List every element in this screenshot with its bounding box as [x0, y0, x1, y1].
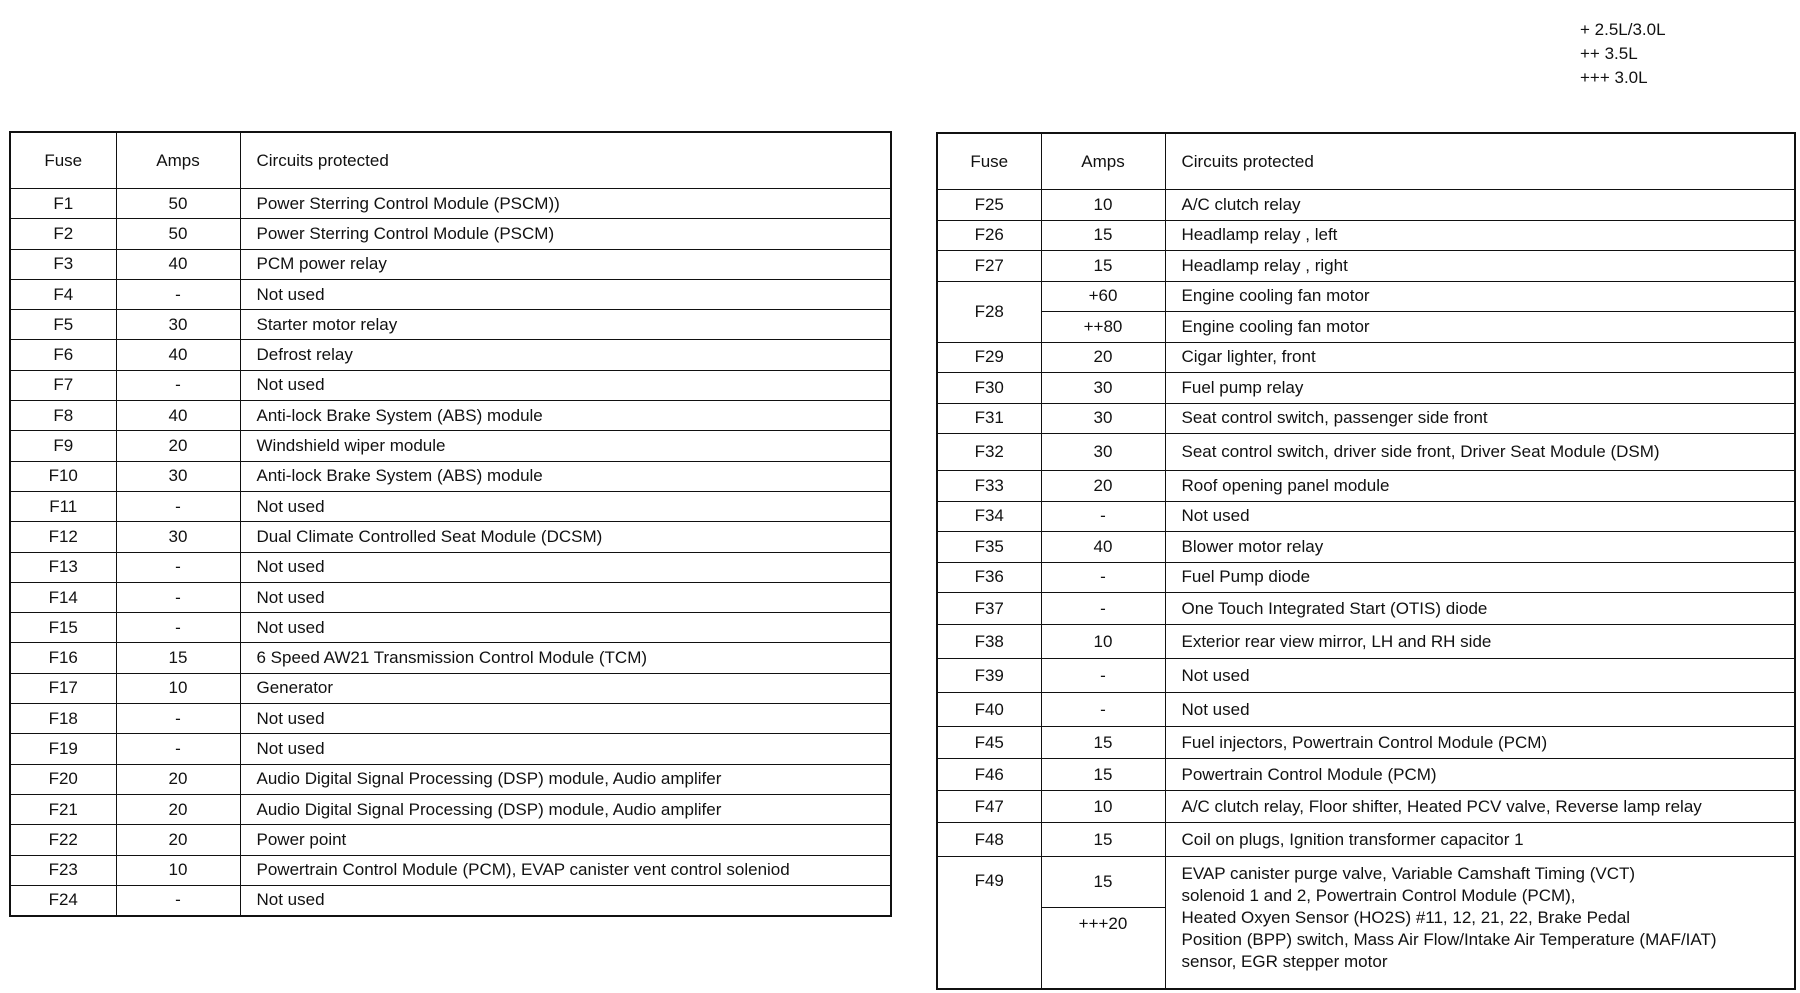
fuse-amps: 20: [116, 431, 240, 461]
legend-line: ++ 3.5L: [1580, 44, 1638, 63]
fuse-circuit: [1165, 857, 1795, 990]
header-circuits: Circuits protected: [240, 132, 891, 189]
fuse-circuit: Not used: [240, 885, 891, 916]
table-row: [937, 593, 1795, 625]
header-row: [937, 133, 1795, 190]
fuse-amps: 15: [1041, 251, 1165, 282]
fuse-circuit: Not used: [240, 279, 891, 309]
fuse-circuit: Fuel Pump diode: [1165, 562, 1795, 593]
fuse-id: F31: [937, 403, 1041, 434]
fuse-amps: +++20: [1041, 908, 1165, 990]
table-row: [937, 501, 1795, 532]
fuse-id: F9: [10, 431, 116, 461]
fuse-id: F36: [937, 562, 1041, 593]
fuse-amps: 40: [116, 249, 240, 279]
table-row: [10, 855, 891, 885]
circuit-line: Position (BPP) switch, Mass Air Flow/Intake Air Temperature (MAF/IAT): [1181, 930, 1717, 949]
table-row: [937, 471, 1795, 502]
fuse-id: F22: [10, 825, 116, 855]
fuse-circuit: Not used: [240, 582, 891, 612]
fuse-circuit: Power Sterring Control Module (PSCM)): [240, 189, 891, 219]
fuse-amps: -: [116, 491, 240, 521]
table-row: [10, 885, 891, 916]
fuse-amps: 30: [1041, 373, 1165, 404]
fuse-amps: 15: [1041, 220, 1165, 251]
fuse-circuit: PCM power relay: [240, 249, 891, 279]
header-amps: Amps: [116, 132, 240, 189]
table-row: [10, 279, 891, 309]
circuit-line: EVAP canister purge valve, Variable Camshaft Timing (VCT): [1181, 864, 1636, 883]
engine-legend: [1580, 18, 1666, 90]
fuse-id: F15: [10, 613, 116, 643]
fuse-amps: -: [1041, 693, 1165, 727]
header-amps: Amps: [1041, 133, 1165, 190]
table-row: [10, 431, 891, 461]
table-row: [10, 764, 891, 794]
fuse-id: F10: [10, 461, 116, 491]
fuse-id: F39: [937, 659, 1041, 693]
header-circuits: Circuits protected: [1165, 133, 1795, 190]
table-row: [10, 643, 891, 673]
fuse-circuit: Not used: [1165, 693, 1795, 727]
fuse-id: F12: [10, 522, 116, 552]
fuse-circuit: Cigar lighter, front: [1165, 342, 1795, 373]
circuit-line: Heated Oxyen Sensor (HO2S) #11, 12, 21, 22, Brake Pedal: [1181, 908, 1631, 927]
table-row: [10, 794, 891, 824]
fuse-id: F35: [937, 532, 1041, 563]
fuse-amps: -: [116, 734, 240, 764]
table-row: [10, 310, 891, 340]
fuse-amps: 20: [116, 825, 240, 855]
fuse-circuit: Fuel injectors, Powertrain Control Module (PCM): [1165, 727, 1795, 759]
table-row: [10, 825, 891, 855]
table-row: [10, 340, 891, 370]
fuse-amps: 10: [1041, 625, 1165, 659]
fuse-circuit: Not used: [1165, 659, 1795, 693]
fuse-amps: -: [116, 885, 240, 916]
table-row: [937, 373, 1795, 404]
table-row: [937, 693, 1795, 727]
fuse-amps: -: [1041, 659, 1165, 693]
circuit-line: solenoid 1 and 2, Powertrain Control Module (PCM),: [1181, 886, 1576, 905]
table-row: [10, 461, 891, 491]
fuse-circuit: Power Sterring Control Module (PSCM): [240, 219, 891, 249]
fuse-circuit: Anti-lock Brake System (ABS) module: [240, 461, 891, 491]
table-row: [937, 791, 1795, 823]
fuse-id: F48: [937, 823, 1041, 857]
fuse-circuit: Power point: [240, 825, 891, 855]
table-row: [10, 582, 891, 612]
table-row: [10, 370, 891, 400]
fuse-amps: 30: [116, 310, 240, 340]
fuse-id: F40: [937, 693, 1041, 727]
fuse-id: F46: [937, 759, 1041, 791]
fuse-id: F38: [937, 625, 1041, 659]
table-row: [937, 190, 1795, 221]
fuse-id: F8: [10, 401, 116, 431]
fuse-circuit: Dual Climate Controlled Seat Module (DCSM): [240, 522, 891, 552]
fuse-amps: -: [1041, 501, 1165, 532]
fuse-circuit: Windshield wiper module: [240, 431, 891, 461]
fuse-amps: -: [116, 613, 240, 643]
fuse-amps: +60: [1041, 281, 1165, 312]
fuse-amps: 20: [116, 764, 240, 794]
fuse-id: F3: [10, 249, 116, 279]
fuse-circuit: Not used: [240, 613, 891, 643]
fuse-id: F16: [10, 643, 116, 673]
fuse-amps: -: [116, 370, 240, 400]
fuse-id: F32: [937, 434, 1041, 471]
fuse-amps: 30: [1041, 403, 1165, 434]
fuse-id: F47: [937, 791, 1041, 823]
fuse-id: F34: [937, 501, 1041, 532]
table-row: [10, 491, 891, 521]
fuse-amps: 50: [116, 189, 240, 219]
fuse-circuit: Headlamp relay , right: [1165, 251, 1795, 282]
fuse-circuit: Engine cooling fan motor: [1165, 312, 1795, 343]
table-row: [937, 342, 1795, 373]
fuse-circuit: Generator: [240, 673, 891, 703]
fuse-amps: 20: [1041, 471, 1165, 502]
table-row: [937, 625, 1795, 659]
fuse-amps: -: [116, 552, 240, 582]
table-row: [10, 401, 891, 431]
fuse-circuit: Blower motor relay: [1165, 532, 1795, 563]
fuse-id: F29: [937, 342, 1041, 373]
fuse-circuit: Not used: [240, 491, 891, 521]
table-row: [10, 613, 891, 643]
table-row: [937, 434, 1795, 471]
fuse-circuit: Powertrain Control Module (PCM): [1165, 759, 1795, 791]
fuse-id: F27: [937, 251, 1041, 282]
fuse-circuit: Not used: [240, 370, 891, 400]
fuse-circuit: Not used: [1165, 501, 1795, 532]
fuse-amps: 15: [1041, 727, 1165, 759]
fuse-circuit: One Touch Integrated Start (OTIS) diode: [1165, 593, 1795, 625]
table-row: [10, 704, 891, 734]
table-row: [937, 220, 1795, 251]
header-row: [10, 132, 891, 189]
fuse-id: F20: [10, 764, 116, 794]
fuse-amps: -: [1041, 593, 1165, 625]
table-row: [10, 249, 891, 279]
fuse-id: F19: [10, 734, 116, 764]
table-row: [10, 189, 891, 219]
fuse-id: F33: [937, 471, 1041, 502]
fuse-id: F21: [10, 794, 116, 824]
fuse-id: F25: [937, 190, 1041, 221]
fuse-circuit: Not used: [240, 552, 891, 582]
fuse-id: F23: [10, 855, 116, 885]
fuse-table-right: [936, 132, 1796, 990]
table-row: [10, 219, 891, 249]
circuit-line: sensor, EGR stepper motor: [1181, 952, 1388, 971]
table-row: [937, 281, 1795, 312]
fuse-circuit: Audio Digital Signal Processing (DSP) module, Audio amplifer: [240, 764, 891, 794]
fuse-id: F1: [10, 189, 116, 219]
fuse-circuit: A/C clutch relay, Floor shifter, Heated PCV valve, Reverse lamp relay: [1165, 791, 1795, 823]
fuse-amps: 10: [116, 673, 240, 703]
fuse-circuit: Not used: [240, 734, 891, 764]
legend-line: +++ 3.0L: [1580, 68, 1648, 87]
table-row: [937, 562, 1795, 593]
fuse-amps: 15: [1041, 759, 1165, 791]
fuse-circuit: 6 Speed AW21 Transmission Control Module (TCM): [240, 643, 891, 673]
table-row: [10, 522, 891, 552]
fuse-amps: 30: [116, 461, 240, 491]
table-row: [10, 552, 891, 582]
header-fuse: Fuse: [10, 132, 116, 189]
table-row: [937, 532, 1795, 563]
table-row: [10, 734, 891, 764]
fuse-amps: 40: [116, 401, 240, 431]
fuse-circuit: Fuel pump relay: [1165, 373, 1795, 404]
fuse-amps: 10: [116, 855, 240, 885]
table-row: [937, 727, 1795, 759]
fuse-id: F49: [937, 857, 1041, 990]
fuse-circuit: Seat control switch, driver side front, Driver Seat Module (DSM): [1165, 434, 1795, 471]
fuse-circuit: Roof opening panel module: [1165, 471, 1795, 502]
fuse-id: F37: [937, 593, 1041, 625]
fuse-amps: 40: [116, 340, 240, 370]
fuse-amps: -: [116, 582, 240, 612]
fuse-id: F28: [937, 281, 1041, 342]
fuse-amps: 30: [1041, 434, 1165, 471]
fuse-id: F7: [10, 370, 116, 400]
fuse-id: F24: [10, 885, 116, 916]
fuse-id: F18: [10, 704, 116, 734]
table-row: [937, 857, 1795, 908]
table-row: [937, 659, 1795, 693]
fuse-id: F5: [10, 310, 116, 340]
fuse-id: F26: [937, 220, 1041, 251]
fuse-circuit: Anti-lock Brake System (ABS) module: [240, 401, 891, 431]
fuse-amps: -: [1041, 562, 1165, 593]
fuse-id: F14: [10, 582, 116, 612]
fuse-circuit: Starter motor relay: [240, 310, 891, 340]
fuse-amps: 20: [116, 794, 240, 824]
fuse-amps: 15: [116, 643, 240, 673]
fuse-circuit: Defrost relay: [240, 340, 891, 370]
fuse-circuit: A/C clutch relay: [1165, 190, 1795, 221]
fuse-amps: 15: [1041, 823, 1165, 857]
fuse-amps: -: [116, 704, 240, 734]
fuse-id: F45: [937, 727, 1041, 759]
fuse-id: F6: [10, 340, 116, 370]
fuse-amps: 10: [1041, 791, 1165, 823]
legend-line: + 2.5L/3.0L: [1580, 20, 1666, 39]
table-row: [937, 251, 1795, 282]
fuse-circuit: Engine cooling fan motor: [1165, 281, 1795, 312]
fuse-id: F4: [10, 279, 116, 309]
fuse-amps: 50: [116, 219, 240, 249]
fuse-circuit: Coil on plugs, Ignition transformer capacitor 1: [1165, 823, 1795, 857]
table-row: [937, 823, 1795, 857]
fuse-id: F2: [10, 219, 116, 249]
fuse-table-left: [9, 131, 892, 917]
header-fuse: Fuse: [937, 133, 1041, 190]
table-row: [937, 312, 1795, 343]
fuse-circuit: Seat control switch, passenger side front: [1165, 403, 1795, 434]
fuse-circuit: Audio Digital Signal Processing (DSP) module, Audio amplifer: [240, 794, 891, 824]
fuse-amps: 20: [1041, 342, 1165, 373]
fuse-id: F17: [10, 673, 116, 703]
fuse-id: F13: [10, 552, 116, 582]
table-row: [937, 403, 1795, 434]
fuse-circuit: Not used: [240, 704, 891, 734]
fuse-id: F30: [937, 373, 1041, 404]
fuse-circuit: Powertrain Control Module (PCM), EVAP canister vent control soleniod: [240, 855, 891, 885]
fuse-amps: 30: [116, 522, 240, 552]
fuse-amps: 15: [1041, 857, 1165, 908]
fuse-circuit: Exterior rear view mirror, LH and RH side: [1165, 625, 1795, 659]
table-row: [10, 673, 891, 703]
fuse-id: F11: [10, 491, 116, 521]
fuse-amps: -: [116, 279, 240, 309]
fuse-amps: 10: [1041, 190, 1165, 221]
table-row: [937, 759, 1795, 791]
fuse-amps: ++80: [1041, 312, 1165, 343]
fuse-amps: 40: [1041, 532, 1165, 563]
fuse-circuit: Headlamp relay , left: [1165, 220, 1795, 251]
